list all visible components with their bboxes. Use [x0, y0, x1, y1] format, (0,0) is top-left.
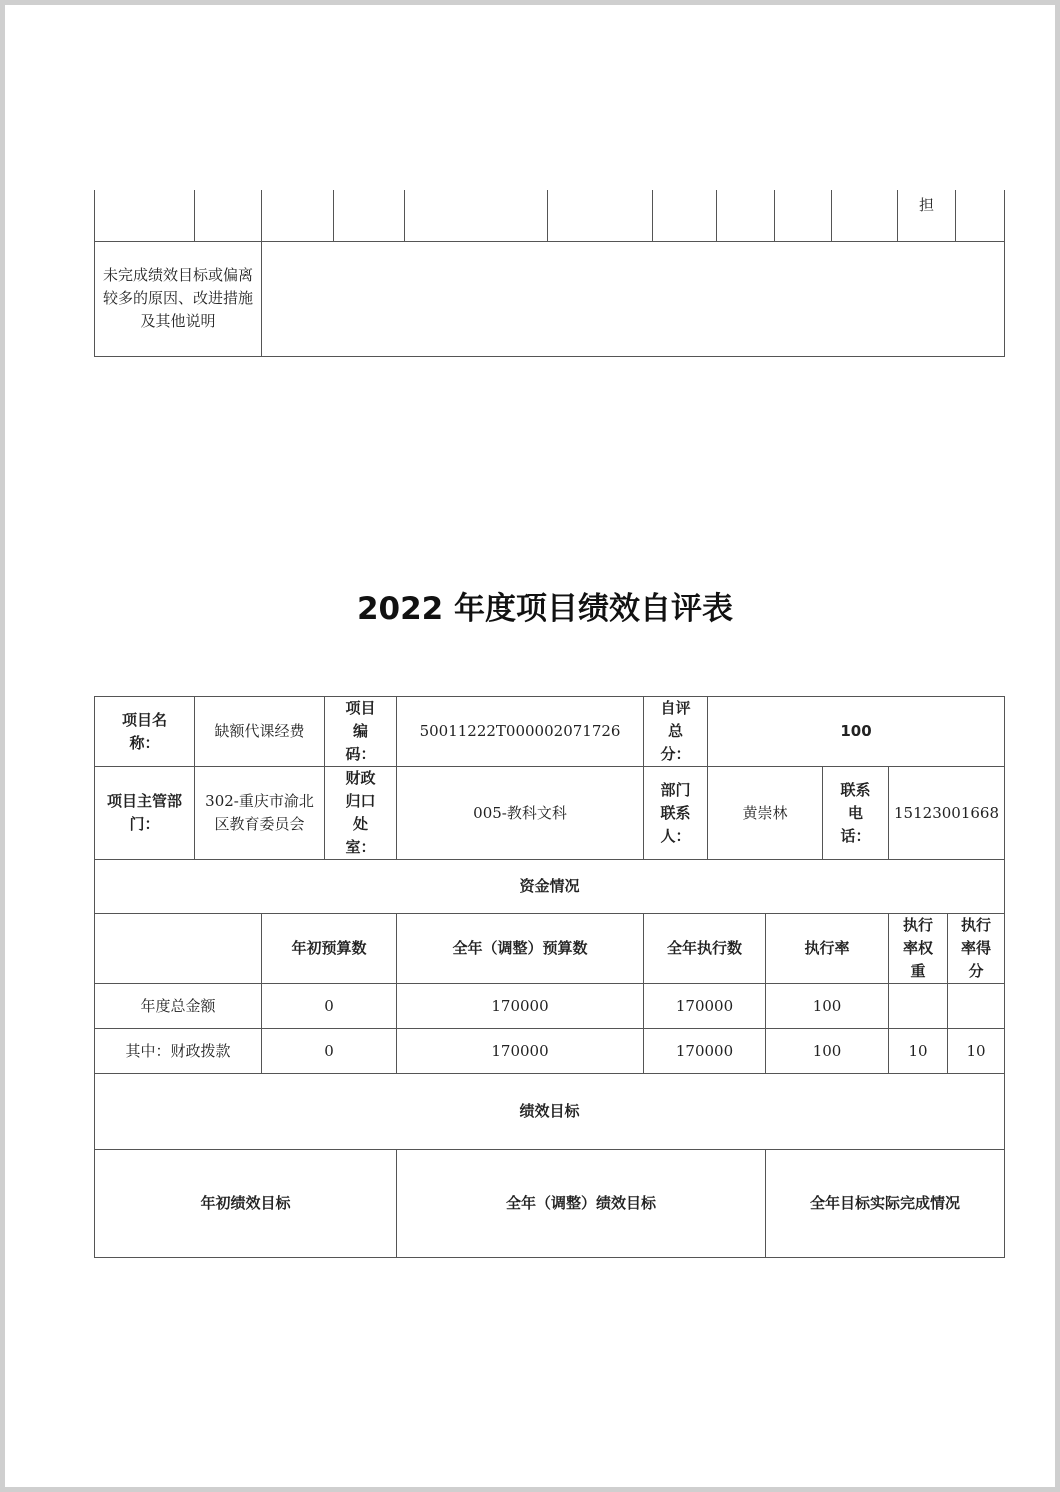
performance-header: 全年目标实际完成情况: [766, 1150, 1005, 1258]
continued-row: [95, 190, 1005, 241]
cell: [956, 190, 1005, 241]
dept-label: 项目主管部门：: [95, 767, 195, 860]
funds-cell: 170000: [397, 984, 644, 1029]
prev-table-tail: [94, 190, 1005, 357]
funds-header: 执行率得分: [948, 914, 1005, 984]
project-name: 缺额代课经费: [195, 697, 325, 767]
funds-header: 全年（调整）预算数: [397, 914, 644, 984]
cell: [95, 190, 195, 241]
project-code: 50011222T000002071726: [397, 697, 644, 767]
notes-row: [95, 241, 1005, 356]
self-eval-table: [94, 696, 1005, 1258]
funds-cell: [889, 984, 948, 1029]
funds-cell: 100: [766, 1029, 889, 1074]
performance-header-row: [95, 1150, 1005, 1258]
funds-cell: 10: [889, 1029, 948, 1074]
cell: [262, 190, 334, 241]
contact-label: 部门联系人：: [644, 767, 708, 860]
funds-row: [95, 984, 1005, 1029]
cell: [195, 190, 262, 241]
funds-cell: 10: [948, 1029, 1005, 1074]
cell: [334, 190, 405, 241]
cell: [832, 190, 898, 241]
self-score-label: 自评总分：: [644, 697, 708, 767]
funds-row: [95, 1029, 1005, 1074]
funds-header: 执行率权重: [889, 914, 948, 984]
funds-cell: 0: [262, 984, 397, 1029]
notes-value: [262, 241, 1005, 356]
cell: [775, 190, 832, 241]
cell: [405, 190, 548, 241]
funds-cell: 100: [766, 984, 889, 1029]
funds-cell: 其中：财政拨款: [95, 1029, 262, 1074]
funds-section-row: [95, 860, 1005, 914]
project-name-label: 项目名称：: [95, 697, 195, 767]
contact: 黄崇林: [708, 767, 823, 860]
phone: 15123001668: [889, 767, 1005, 860]
performance-section-title: 绩效目标: [95, 1074, 1005, 1150]
funds-section-title: 资金情况: [95, 860, 1005, 914]
funds-cell: 年度总金额: [95, 984, 262, 1029]
page-title: 2022 年度项目绩效自评表: [356, 591, 734, 627]
self-score: 100: [708, 697, 1005, 767]
project-code-label: 项目编码：: [325, 697, 397, 767]
funds-cell: 0: [262, 1029, 397, 1074]
funds-cell: 170000: [644, 984, 766, 1029]
funds-header: 年初预算数: [262, 914, 397, 984]
funds-cell: [948, 984, 1005, 1029]
cell: [548, 190, 653, 241]
finance-office-label: 财政归口处室：: [325, 767, 397, 860]
cell: [653, 190, 717, 241]
funds-header: 执行率: [766, 914, 889, 984]
info-row-2: [95, 767, 1005, 860]
notes-label: 未完成绩效目标或偏离较多的原因、改进措施及其他说明: [95, 241, 262, 356]
funds-cell: 170000: [644, 1029, 766, 1074]
funds-cell: 170000: [397, 1029, 644, 1074]
phone-label: 联系电话：: [823, 767, 889, 860]
funds-header: [95, 914, 262, 984]
cont-cell-text: 担: [898, 190, 956, 241]
funds-header-row: [95, 914, 1005, 984]
cell: [717, 190, 775, 241]
performance-header: 年初绩效目标: [95, 1150, 397, 1258]
document-page: [5, 5, 1055, 1487]
dept: 302-重庆市渝北区教育委员会: [195, 767, 325, 860]
finance-office: 005-教科文科: [397, 767, 644, 860]
funds-header: 全年执行数: [644, 914, 766, 984]
performance-header: 全年（调整）绩效目标: [397, 1150, 766, 1258]
info-row-1: [95, 697, 1005, 767]
performance-section-row: [95, 1074, 1005, 1150]
